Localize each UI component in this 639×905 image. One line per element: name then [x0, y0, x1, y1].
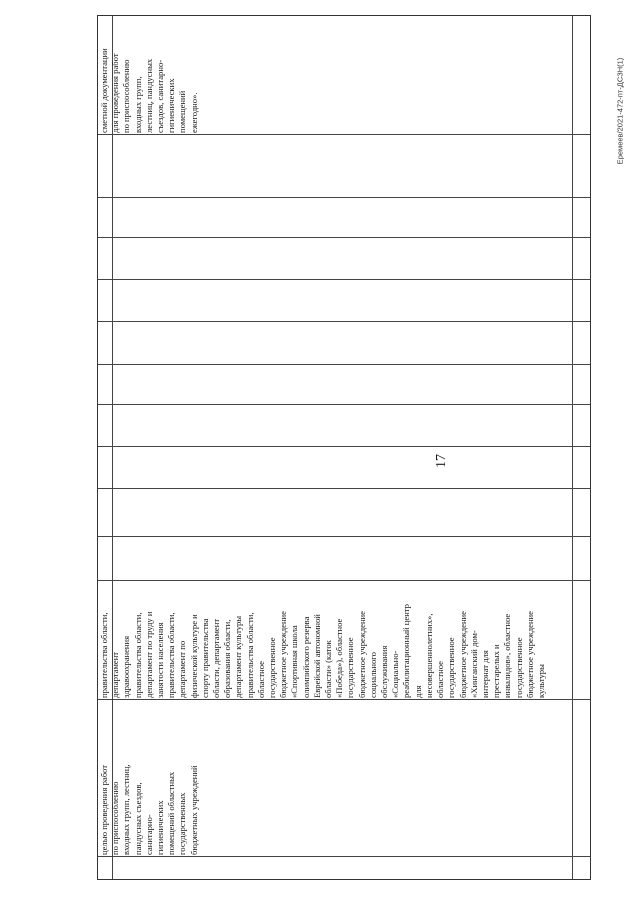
cell-executors: правительства области, департамент здравоохранения правительства области, департамент по труду и занятости населения правительства области, департамент по физической культуре и спорту правительства области, департамент образования области, департамент культуры правительства области, областное государственное бюджетное учреждение «Спортивная школа олимпийского резерва Еврейской автономной области» (каток «Победа»), областное государственное бюджетное учреждение социального обслуживания «Социально- реабилитационный центр для несовершеннолетних», областное государственное бюджетное учреждение «Хинганский дом- интернат для престарелых и инвалидов», областное государственное бюджетное учреждение культуры — [99, 604, 546, 698]
table-rule — [98, 134, 590, 135]
table-rule — [98, 488, 590, 489]
document-code: Еремеев/2021-472-пт-ДСЗН(1) — [615, 57, 625, 165]
cell-purpose: целью проведения работ по приспособлению входных групп, лестниц, пандусных съездов, санитарно- гигиенических помещений областных государственных бюджетных учреждений — [99, 764, 199, 855]
table-rule — [98, 856, 590, 857]
table-rule — [98, 699, 590, 700]
cell-last: сметной документации для проведения работ по приспособлению входных групп, лестниц, пандусных съездов, санитарно- гигиенических помещений ежегодно». — [99, 48, 199, 133]
table-rule — [98, 446, 590, 447]
table-rule — [98, 536, 590, 537]
table-rule — [572, 16, 573, 879]
table-rule — [98, 237, 590, 238]
table-rule — [98, 321, 590, 322]
page-number: 17 — [434, 454, 449, 468]
table-rule — [98, 404, 590, 405]
table-rule — [98, 279, 590, 280]
table-rule — [98, 197, 590, 198]
table-rule — [98, 364, 590, 365]
table — [97, 15, 591, 880]
